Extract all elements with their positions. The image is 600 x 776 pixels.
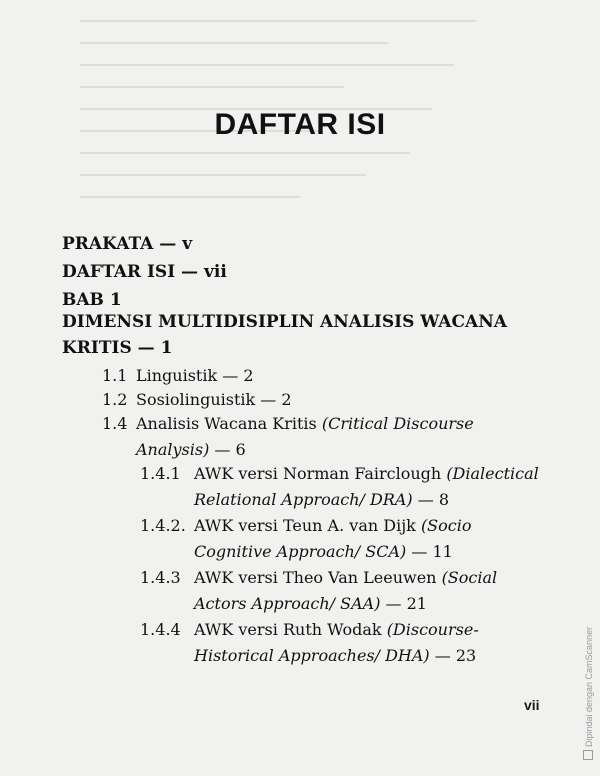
toc-subsection-1-4-3-cont — [194, 594, 427, 613]
toc-section-1-2 — [102, 390, 292, 409]
section-number: 1.4 — [102, 414, 128, 433]
subsection-number: 1.4.2. — [140, 516, 186, 535]
subsection-page: — 8 — [412, 490, 450, 509]
toc-subsection-1-4-1 — [140, 464, 539, 483]
toc-section-1-4 — [102, 414, 474, 433]
subsection-number: 1.4.4 — [140, 620, 181, 639]
subsection-text-italic: (Socio — [420, 516, 472, 535]
section-text: Sosiolinguistik — 2 — [136, 390, 292, 409]
toc-entry-chapter-title: DIMENSI MULTIDISIPLIN ANALISIS WACANA — [62, 312, 507, 332]
page-title: DAFTAR ISI — [214, 108, 386, 141]
subsection-page: — 11 — [406, 542, 453, 561]
toc-subsection-1-4-4 — [140, 620, 479, 639]
subsection-text: AWK versi Norman Fairclough — [194, 464, 447, 483]
toc-entry-chapter-title-cont: KRITIS — 1 — [62, 338, 173, 358]
subsection-number: 1.4.1 — [140, 464, 181, 483]
camscanner-icon — [583, 750, 593, 760]
subsection-text: AWK versi Theo Van Leeuwen — [194, 568, 442, 587]
section-text-italic: (Critical Discourse — [321, 414, 474, 433]
toc-entry-daftar-isi: DAFTAR ISI — vii — [62, 262, 227, 282]
toc-section-1-1 — [102, 366, 254, 385]
toc-subsection-1-4-1-cont — [194, 490, 449, 509]
section-text-italic: Analysis) — [136, 440, 210, 459]
toc-subsection-1-4-3 — [140, 568, 497, 587]
subsection-number: 1.4.3 — [140, 568, 181, 587]
subsection-page: — 23 — [429, 646, 477, 665]
section-number: 1.1 — [102, 366, 128, 385]
subsection-text-italic: Relational Approach/ DRA) — [194, 490, 413, 509]
section-text: Analisis Wacana Kritis — [136, 414, 322, 433]
watermark-text: Dipindai dengan CamScanner — [584, 626, 594, 747]
toc-entry-prakata: PRAKATA — v — [62, 234, 193, 254]
subsection-text: AWK versi Teun A. van Dijk — [194, 516, 421, 535]
section-number: 1.2 — [102, 390, 128, 409]
toc-section-1-4-cont — [136, 440, 246, 459]
subsection-text-italic: Actors Approach/ SAA) — [194, 594, 381, 613]
page-number: vii — [524, 697, 540, 713]
subsection-text: AWK versi Ruth Wodak — [194, 620, 387, 639]
toc-subsection-1-4-2-cont — [194, 542, 453, 561]
toc-entry-bab: BAB 1 — [62, 290, 122, 310]
subsection-text-italic: Cognitive Approach/ SCA) — [194, 542, 407, 561]
subsection-text-italic: (Social — [441, 568, 498, 587]
subsection-text-italic: Historical Approaches/ DHA) — [194, 646, 430, 665]
subsection-text-italic: (Dialectical — [446, 464, 539, 483]
toc-subsection-1-4-2 — [140, 516, 471, 535]
subsection-text-italic: (Discourse- — [386, 620, 479, 639]
section-page: — 6 — [209, 440, 246, 459]
subsection-page: — 21 — [380, 594, 427, 613]
section-text: Linguistik — 2 — [136, 366, 254, 385]
scanner-watermark — [583, 627, 594, 760]
toc-subsection-1-4-4-cont — [194, 646, 476, 665]
